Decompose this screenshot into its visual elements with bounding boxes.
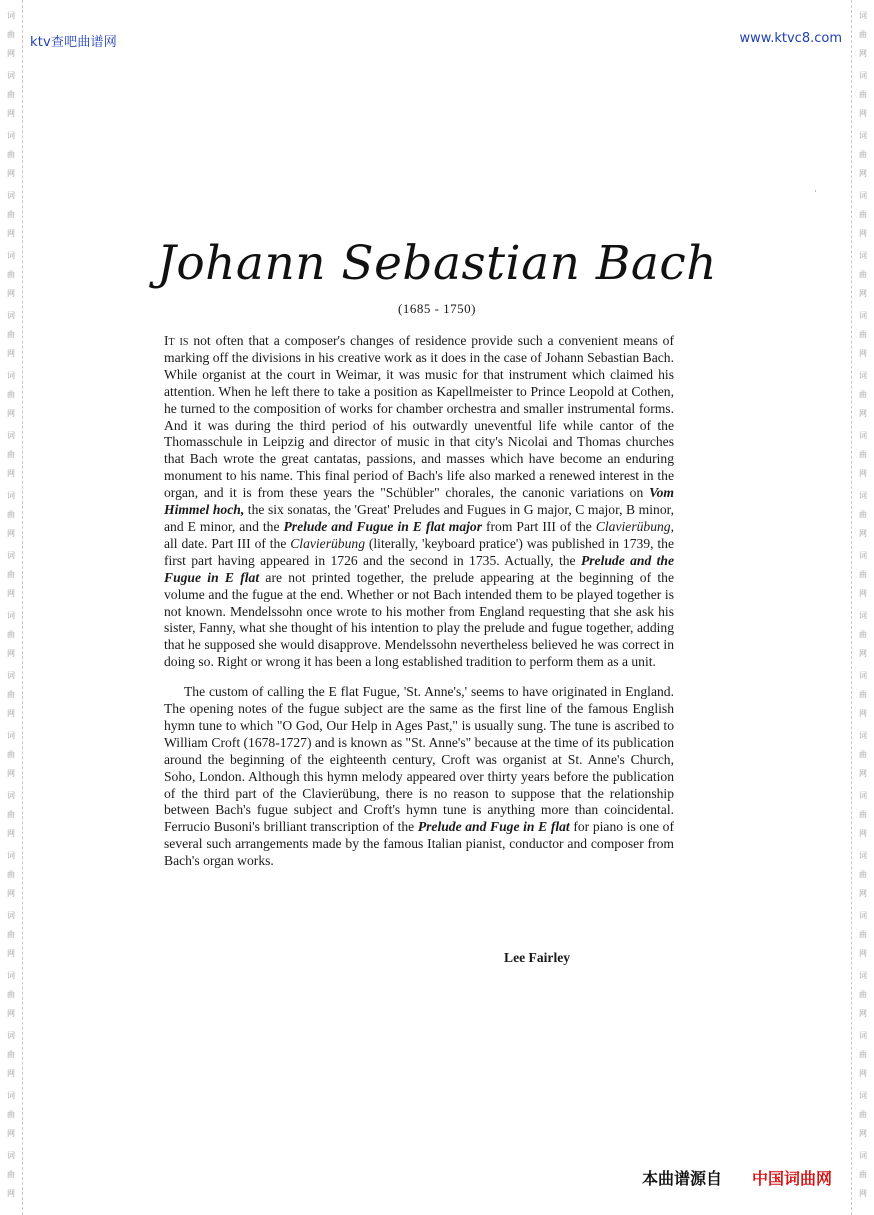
watermark-char: 曲 <box>859 450 867 459</box>
watermark-char: 网 <box>7 889 15 898</box>
watermark-char: 曲 <box>7 510 15 519</box>
watermark-char: 曲 <box>7 870 15 879</box>
watermark-char: 网 <box>859 889 867 898</box>
watermark-text <box>0 546 22 603</box>
watermark-char: 词 <box>859 311 867 320</box>
watermark-char: 词 <box>7 791 15 800</box>
watermark-char: 词 <box>7 131 15 140</box>
watermark-char: 网 <box>7 49 15 58</box>
watermark-char: 词 <box>7 1091 15 1100</box>
text-run: It is <box>164 333 189 348</box>
watermark-text <box>0 786 22 843</box>
watermark-text <box>852 546 874 603</box>
text-run: Clavierübung <box>290 535 365 551</box>
author-signature: Lee Fairley <box>504 950 571 965</box>
watermark-char: 词 <box>859 71 867 80</box>
watermark-text <box>0 426 22 483</box>
watermark-char: 曲 <box>7 210 15 219</box>
watermark-char: 词 <box>7 11 15 20</box>
watermark-char: 词 <box>7 371 15 380</box>
watermark-text <box>0 726 22 783</box>
watermark-char: 网 <box>7 949 15 958</box>
watermark-char: 词 <box>859 431 867 440</box>
watermark-text <box>852 126 874 183</box>
text-run: Prelude and the Fugue in E flat <box>164 552 674 585</box>
article-paragraph-2 <box>164 684 674 870</box>
watermark-char: 曲 <box>859 990 867 999</box>
watermark-char: 网 <box>7 1009 15 1018</box>
watermark-char: 词 <box>859 1031 867 1040</box>
watermark-char: 词 <box>859 371 867 380</box>
watermark-char: 曲 <box>859 90 867 99</box>
watermark-char: 曲 <box>859 1170 867 1179</box>
watermark-char: 网 <box>7 169 15 178</box>
watermark-char: 词 <box>7 731 15 740</box>
watermark-char: 网 <box>7 769 15 778</box>
watermark-char: 曲 <box>859 630 867 639</box>
watermark-char: 词 <box>7 431 15 440</box>
watermark-char: 曲 <box>859 1050 867 1059</box>
watermark-char: 网 <box>859 229 867 238</box>
watermark-char: 曲 <box>859 570 867 579</box>
left-watermark-rail <box>0 0 23 1215</box>
watermark-char: 网 <box>7 1069 15 1078</box>
watermark-char: 网 <box>7 109 15 118</box>
watermark-char: 词 <box>859 911 867 920</box>
watermark-char: 词 <box>7 851 15 860</box>
watermark-char: 曲 <box>7 930 15 939</box>
watermark-text <box>852 6 874 63</box>
watermark-char: 词 <box>7 551 15 560</box>
watermark-char: 曲 <box>859 210 867 219</box>
watermark-char: 网 <box>859 49 867 58</box>
watermark-char: 曲 <box>7 570 15 579</box>
watermark-char: 曲 <box>859 870 867 879</box>
watermark-char: 曲 <box>7 450 15 459</box>
watermark-char: 曲 <box>7 810 15 819</box>
watermark-text <box>852 786 874 843</box>
watermark-char: 曲 <box>7 150 15 159</box>
watermark-text <box>852 906 874 963</box>
watermark-text <box>852 1026 874 1083</box>
watermark-char: 网 <box>7 409 15 418</box>
watermark-text <box>852 1146 874 1203</box>
watermark-char: 网 <box>7 349 15 358</box>
watermark-char: 网 <box>859 349 867 358</box>
watermark-char: 曲 <box>859 30 867 39</box>
watermark-text <box>852 666 874 723</box>
watermark-text <box>0 966 22 1023</box>
watermark-char: 词 <box>7 611 15 620</box>
watermark-char: 词 <box>7 971 15 980</box>
right-watermark-rail <box>851 0 874 1215</box>
watermark-char: 词 <box>859 11 867 20</box>
watermark-char: 词 <box>859 611 867 620</box>
watermark-char: 网 <box>7 289 15 298</box>
watermark-text <box>0 186 22 243</box>
watermark-char: 曲 <box>7 1110 15 1119</box>
watermark-char: 网 <box>859 1069 867 1078</box>
watermark-char: 曲 <box>859 390 867 399</box>
watermark-char: 网 <box>859 409 867 418</box>
footer-site-link[interactable]: 中国词曲网 <box>752 1169 833 1188</box>
watermark-char: 网 <box>7 709 15 718</box>
text-run: The custom of calling the E flat Fugue, 'St. Anne's,' seems to have originated in England. The opening notes of the fugue subject are the same as the first line of the famous English hymn tune to which "O God, Our Help in Ages Past," is usually sung. The tune is ascribed to William Croft (1678-1727) and is known as "St. Anne's" because at the time of its publication around the beginning of the eighteenth century, Croft was organist at St. Anne's Church, Soho, London. Although this hymn melody appeared over thirty years before the publication of the third part of the Clavierübung, there is no reason to suppose that the relationship between Bach's fugue subject and Croft's hymn tune is anything more than coincidental. Ferrucio Busoni's brilliant transcription of the <box>164 684 674 835</box>
watermark-text <box>852 1086 874 1143</box>
watermark-char: 网 <box>7 529 15 538</box>
watermark-char: 词 <box>859 671 867 680</box>
watermark-char: 网 <box>7 649 15 658</box>
watermark-char: 曲 <box>859 510 867 519</box>
text-run: the six sonatas, the 'Great' Preludes and Fugues in G major, C major, B minor, and E minor, and the <box>164 502 675 534</box>
watermark-char: 词 <box>859 1091 867 1100</box>
watermark-text <box>852 966 874 1023</box>
watermark-char: 词 <box>859 731 867 740</box>
watermark-text <box>0 126 22 183</box>
watermark-char: 词 <box>7 251 15 260</box>
watermark-char: 词 <box>859 251 867 260</box>
document-title: Johann Sebastian Bach <box>157 236 717 291</box>
watermark-char: 网 <box>859 1129 867 1138</box>
watermark-text <box>0 666 22 723</box>
watermark-char: 网 <box>7 589 15 598</box>
watermark-char: 网 <box>859 289 867 298</box>
text-run: from Part III of the <box>482 518 596 534</box>
watermark-char: 曲 <box>859 1110 867 1119</box>
watermark-char: 曲 <box>859 930 867 939</box>
watermark-text <box>852 366 874 423</box>
watermark-text <box>852 186 874 243</box>
watermark-char: 曲 <box>7 30 15 39</box>
watermark-text <box>852 426 874 483</box>
watermark-char: 网 <box>7 469 15 478</box>
watermark-char: 词 <box>7 191 15 200</box>
document-dates: (1685 - 1750) <box>398 301 476 316</box>
watermark-char: 曲 <box>7 1170 15 1179</box>
watermark-char: 词 <box>859 791 867 800</box>
watermark-char: 曲 <box>859 750 867 759</box>
scan-speck <box>815 190 816 192</box>
watermark-text <box>852 486 874 543</box>
watermark-char: 曲 <box>7 1050 15 1059</box>
watermark-char: 网 <box>859 709 867 718</box>
watermark-char: 曲 <box>7 990 15 999</box>
watermark-text <box>0 66 22 123</box>
watermark-char: 曲 <box>7 270 15 279</box>
watermark-char: 网 <box>859 109 867 118</box>
watermark-text <box>0 1026 22 1083</box>
watermark-char: 网 <box>7 1129 15 1138</box>
watermark-text <box>852 846 874 903</box>
watermark-char: 曲 <box>859 810 867 819</box>
watermark-text <box>0 6 22 63</box>
text-run: all date. Part III of the <box>164 535 291 551</box>
watermark-char: 网 <box>7 229 15 238</box>
watermark-char: 曲 <box>859 150 867 159</box>
watermark-char: 网 <box>859 949 867 958</box>
text-run: Clavierübung, <box>595 518 675 534</box>
watermark-text <box>0 486 22 543</box>
watermark-char: 词 <box>7 311 15 320</box>
watermark-text <box>0 1086 22 1143</box>
watermark-char: 曲 <box>7 390 15 399</box>
header-site-name[interactable]: ktv查吧曲谱网 <box>30 35 117 50</box>
watermark-char: 词 <box>859 491 867 500</box>
watermark-char: 曲 <box>859 330 867 339</box>
article-body <box>164 333 674 870</box>
watermark-text <box>0 606 22 663</box>
watermark-char: 网 <box>859 589 867 598</box>
watermark-char: 网 <box>859 469 867 478</box>
text-run: Vom Himmel hoch, <box>164 485 674 518</box>
text-run: Prelude and Fuge in E flat <box>417 819 570 835</box>
watermark-char: 词 <box>859 551 867 560</box>
text-run: for piano is one of several such arrangements made by the famous Italian pianist, conductor and composer from Bach's organ works. <box>164 819 674 869</box>
watermark-text <box>852 726 874 783</box>
watermark-char: 词 <box>7 1031 15 1040</box>
text-run: are not printed together, the prelude appearing at the beginning of the volume and the fugue at the end. Whether or not Bach intended them to be played together is not known. Mendelssohn once wrote to his mother from England requesting that she ask his sister, Fanny, what she thought of his intention to play the prelude and fugue together, adding that he supposed she would disapprove. Mendelssohn nevertheless believed he was correct in doing so. Right or wrong it has been a long established tradition to perform them as a unit. <box>164 569 674 670</box>
watermark-text <box>852 606 874 663</box>
watermark-char: 曲 <box>7 750 15 759</box>
watermark-text <box>0 846 22 903</box>
watermark-char: 网 <box>859 1009 867 1018</box>
watermark-char: 曲 <box>7 90 15 99</box>
watermark-char: 词 <box>859 131 867 140</box>
watermark-char: 网 <box>859 829 867 838</box>
watermark-char: 网 <box>7 829 15 838</box>
watermark-char: 曲 <box>7 330 15 339</box>
text-run: (literally, 'keyboard pratice') was published in 1739, the first part having appeared in 1726 and the second in 1735. Actually, the <box>164 535 674 568</box>
watermark-char: 网 <box>859 1189 867 1198</box>
watermark-char: 词 <box>7 491 15 500</box>
watermark-char: 网 <box>7 1189 15 1198</box>
watermark-char: 词 <box>7 71 15 80</box>
footer-source-label: 本曲谱源自 <box>642 1169 723 1188</box>
article-paragraph-1 <box>164 333 674 671</box>
watermark-text <box>0 906 22 963</box>
header-site-url[interactable]: www.ktvc8.com <box>739 31 842 46</box>
watermark-char: 曲 <box>7 690 15 699</box>
watermark-char: 词 <box>7 911 15 920</box>
watermark-char: 词 <box>7 671 15 680</box>
watermark-char: 曲 <box>7 630 15 639</box>
watermark-text <box>852 66 874 123</box>
watermark-text <box>0 1146 22 1203</box>
watermark-char: 词 <box>7 1151 15 1160</box>
watermark-char: 网 <box>859 769 867 778</box>
text-run: not often that a composer's changes of residence provide such a convenient means of marking off the divisions in his creative work as it does in the case of Johann Sebastian Bach. While organist at the court in Weimar, it was music for that instrument which claimed his attention. When he left there to take a position as Kapellmeister to Prince Leopold at Cothen, he turned to the composition of works for chamber orchestra and smaller instrumental forms. And it was during the third period of his outwardly uneventful life while cantor of the Thomasschule in Leipzig and director of music in that city's Nicolai and Thomas churches that Bach wrote the great cantatas, passions, and masses which have become an enduring monument to his name. This final period of Bach's life also marked a renewed interest in the organ, and it is from these years the "Schübler" chorales, the canonic variations on <box>164 333 674 501</box>
watermark-char: 网 <box>859 529 867 538</box>
watermark-char: 词 <box>859 191 867 200</box>
watermark-char: 词 <box>859 1151 867 1160</box>
watermark-char: 曲 <box>859 270 867 279</box>
watermark-char: 词 <box>859 851 867 860</box>
watermark-char: 曲 <box>859 690 867 699</box>
watermark-char: 网 <box>859 169 867 178</box>
watermark-text <box>0 366 22 423</box>
text-run: Prelude and Fugue in E flat major <box>283 518 482 534</box>
watermark-char: 网 <box>859 649 867 658</box>
watermark-char: 词 <box>859 971 867 980</box>
